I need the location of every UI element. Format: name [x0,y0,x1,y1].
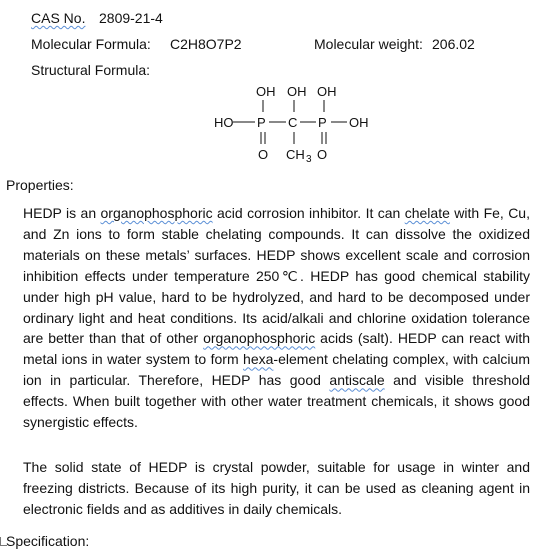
cas-label [31,10,85,27]
p1-text-antiscale: antiscale [329,372,385,389]
structure-top-oh-1: OH [256,84,276,99]
structure-bottom-o-1: O [258,147,269,162]
p1-text-i: -element chelating complex, with calcium ion in particular. Therefore, HEDP has good [23,351,530,389]
structural-formula-label: Structural Formula: [31,62,151,78]
molecular-weight-label: Molecular weight: [314,36,423,52]
structural-formula-diagram [200,82,380,164]
structure-bottom-ch: CH [286,147,305,162]
structure-right-group: OH [349,115,369,130]
p1-text-c: acid corrosion inhibitor. It can [212,205,405,221]
p1-text-g: acids (salt). HEDP can react with metal ions in water system to form [23,330,530,368]
molecular-weight-value: 206.02 [432,36,475,52]
p1-text-organophosphoric-1: organophosphoric [100,205,213,221]
structure-bottom-subscript: 3 [306,154,312,164]
p1-text-hexa: hexa [243,351,274,368]
structure-p-right: P [318,115,327,130]
p1-text-k: and visible threshold effects. When built together with other water treatment chemicals, it shows good synergistic effects. [23,372,530,431]
specification-heading: Specification: [6,533,90,549]
structure-p-left: P [257,115,266,130]
molecular-formula-value: C2H8O7P2 [170,36,242,52]
p1-text-a: HEDP is an [23,205,101,221]
properties-paragraph-2: The solid state of HEDP is crystal powder, suitable for usage in winter and freezing districts. Because of its high purity, it can be used as cleaning agent in electronic fields and as additives in daily chemicals. [23,459,530,517]
structure-left-group: HO [214,115,234,130]
structure-top-oh-3: OH [317,84,337,99]
properties-heading: Properties: [6,177,74,193]
cas-value: 2809-21-4 [99,10,163,26]
structure-top-oh-2: OH [287,84,307,99]
structure-bottom-o-2: O [317,147,328,162]
p1-text-organophosphoric-2: organophosphoric [203,330,316,347]
cas-label-text: CAS No. [31,10,86,26]
p1-text-e: with Fe, Cu, and Zn ions to form stable chelating compounds. It can dissolve the oxidized materials on these metals’ surfaces. HEDP shows excellent scale and corrosion inhibition effects under temperature 250℃. HEDP has good chemical stability under high pH value, hard to be hydrolyzed, and hard to be decomposed under ordinary light and heat conditions. Its acid/alkali and chlorine oxidation tolerance are better than that of other [23,205,530,347]
p1-text-chelate: chelate [404,205,450,221]
structure-c-center: C [288,115,298,130]
properties-paragraph-1 [23,203,530,433]
molecular-formula-label: Molecular Formula: [31,36,151,52]
